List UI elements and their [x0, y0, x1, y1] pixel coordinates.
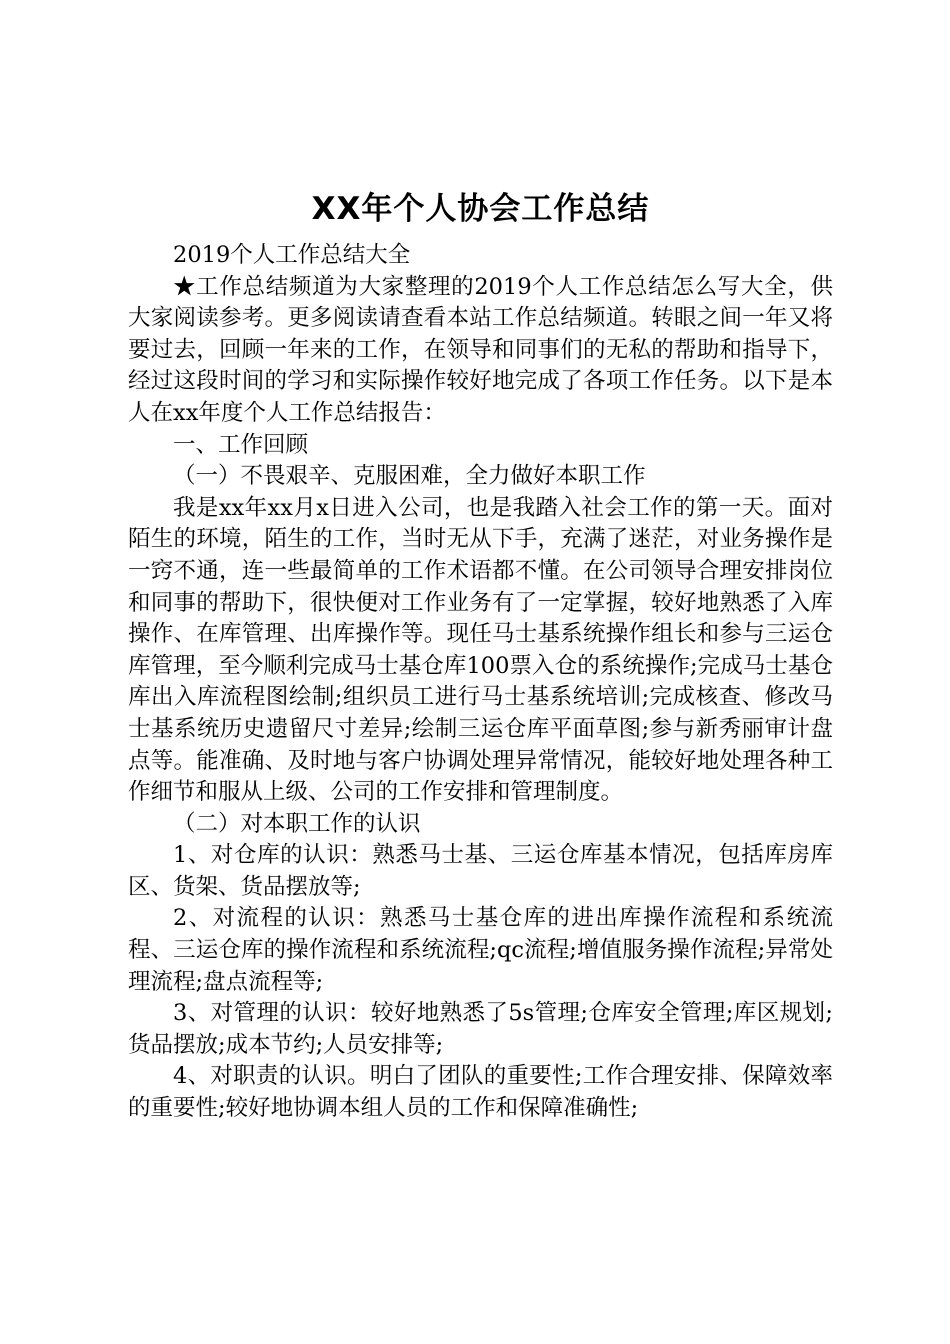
paragraph-item-1: 1、对仓库的认识：熟悉马士基、三运仓库基本情况，包括库房库区、货架、货品摆放等;: [128, 842, 833, 900]
paragraph-item-4: 4、对职责的认识。明白了团队的重要性;工作合理安排、保障效率的重要性;较好地协调本组人员的工作和保障准确性;: [128, 1063, 833, 1122]
paragraph-item-2: 2、对流程的认识：熟悉马士基仓库的进出库操作流程和系统流程、三运仓库的操作流程和系统流程;qc流程;增值服务操作流程;异常处理流程;盘点流程等;: [128, 905, 833, 995]
paragraph-item-3: 3、对管理的认识：较好地熟悉了5s管理;仓库安全管理;库区规划;货品摆放;成本节约;人员安排等;: [128, 1000, 833, 1058]
document-title: XX年个人协会工作总结: [311, 191, 650, 227]
paragraph-subtitle: 2019个人工作总结大全: [173, 242, 411, 268]
document-page: [128, 180, 833, 1125]
section-heading-review: 一、工作回顾: [173, 431, 309, 458]
subsection-heading-2: （二）对本职工作的认识: [173, 810, 421, 837]
paragraph-intro: ★工作总结频道为大家整理的2019个人工作总结怎么写大全，供大家阅读参考。更多阅读请查看本站工作总结频道。转眼之间一年又将要过去，回顾一年来的工作，在领导和同事们的无私的帮助和指导下，经过这段时间的学习和实际操作较好地完成了各项工作任务。以下是本人在xx年度个人工作总结报告：: [128, 273, 833, 426]
paragraph-work-experience: 我是xx年xx月x日进入公司，也是我踏入社会工作的第一天。面对陌生的环境，陌生的工作，当时无从下手，充满了迷茫，对业务操作是一窍不通，连一些最简单的工作术语都不懂。在公司领导合理安排岗位和同事的帮助下，很快便对工作业务有了一定掌握，较好地熟悉了入库操作、在库管理、出库操作等。现任马士基系统操作组长和参与三运仓库管理，至今顺利完成马士基仓库100票入仓的系统操作;完成马士基仓库出入库流程图绘制;组织员工进行马士基系统培训;完成核查、修改马士基系统历史遗留尺寸差异;绘制三运仓库平面草图;参与新秀丽审计盘点等。能准确、及时地与客户协调处理异常情况，能较好地处理各种工作细节和服从上级、公司的工作安排和管理制度。: [128, 494, 833, 806]
subsection-heading-1: （一）不畏艰辛、克服困难，全力做好本职工作: [173, 463, 646, 490]
